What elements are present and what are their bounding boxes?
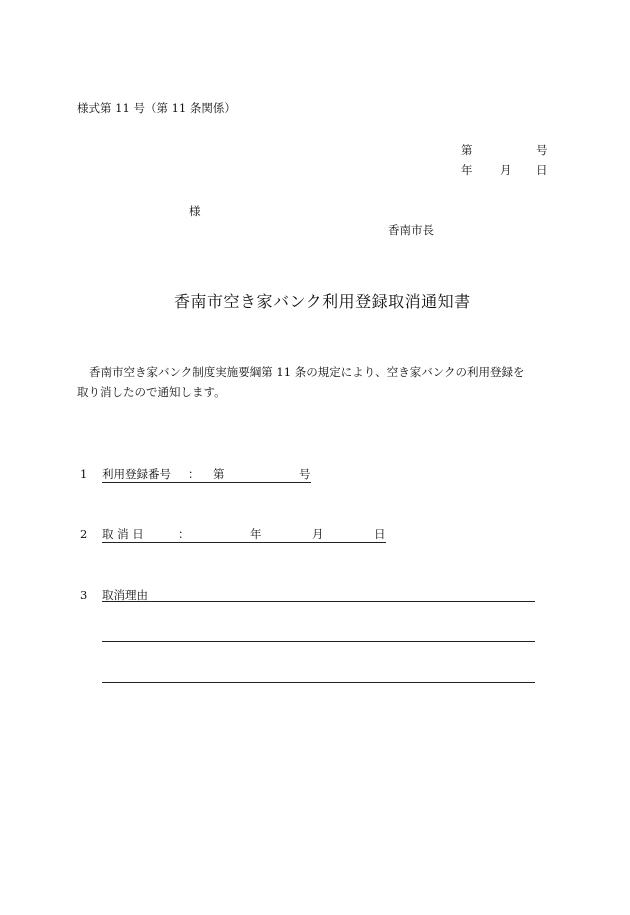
item-2-field xyxy=(102,527,386,543)
doc-number-dai: 第 xyxy=(461,143,473,157)
item-2-year: 年 xyxy=(250,527,262,541)
addressee-honorific: 様 xyxy=(189,204,201,218)
reason-line-1 xyxy=(102,601,535,602)
reason-line-2 xyxy=(102,641,535,642)
doc-number-go: 号 xyxy=(536,143,548,157)
item-2-number: 2 xyxy=(80,527,88,541)
item-2-colon: ： xyxy=(178,527,190,541)
item-1-number: 1 xyxy=(80,467,88,481)
item-1-field xyxy=(102,467,311,483)
form-number: 様式第 11 号（第 11 条関係） xyxy=(77,101,236,115)
item-3-number: 3 xyxy=(80,588,88,602)
reason-line-3 xyxy=(102,682,535,683)
sender-name: 香南市長 xyxy=(388,223,434,237)
item-2-day: 日 xyxy=(374,527,386,541)
body-text-line1: 香南市空き家バンク制度実施要綱第 11 条の規定により、空き家バンクの利用登録を xyxy=(89,365,525,379)
item-1-colon: ： xyxy=(188,467,200,481)
date-month: 月 xyxy=(500,163,512,177)
item-1-label: 利用登録番号 xyxy=(102,467,171,481)
date-day: 日 xyxy=(536,163,548,177)
body-text-line2: 取り消したので通知します。 xyxy=(77,385,226,399)
item-1-dai: 第 xyxy=(213,467,225,481)
date-year: 年 xyxy=(461,163,473,177)
item-2-month: 月 xyxy=(312,527,324,541)
item-3-label: 取消理由 xyxy=(102,588,148,602)
item-1-go: 号 xyxy=(299,467,311,481)
page-title: 香南市空き家バンク利用登録取消通知書 xyxy=(174,292,471,311)
item-2-label: 取 消 日 xyxy=(102,527,144,541)
